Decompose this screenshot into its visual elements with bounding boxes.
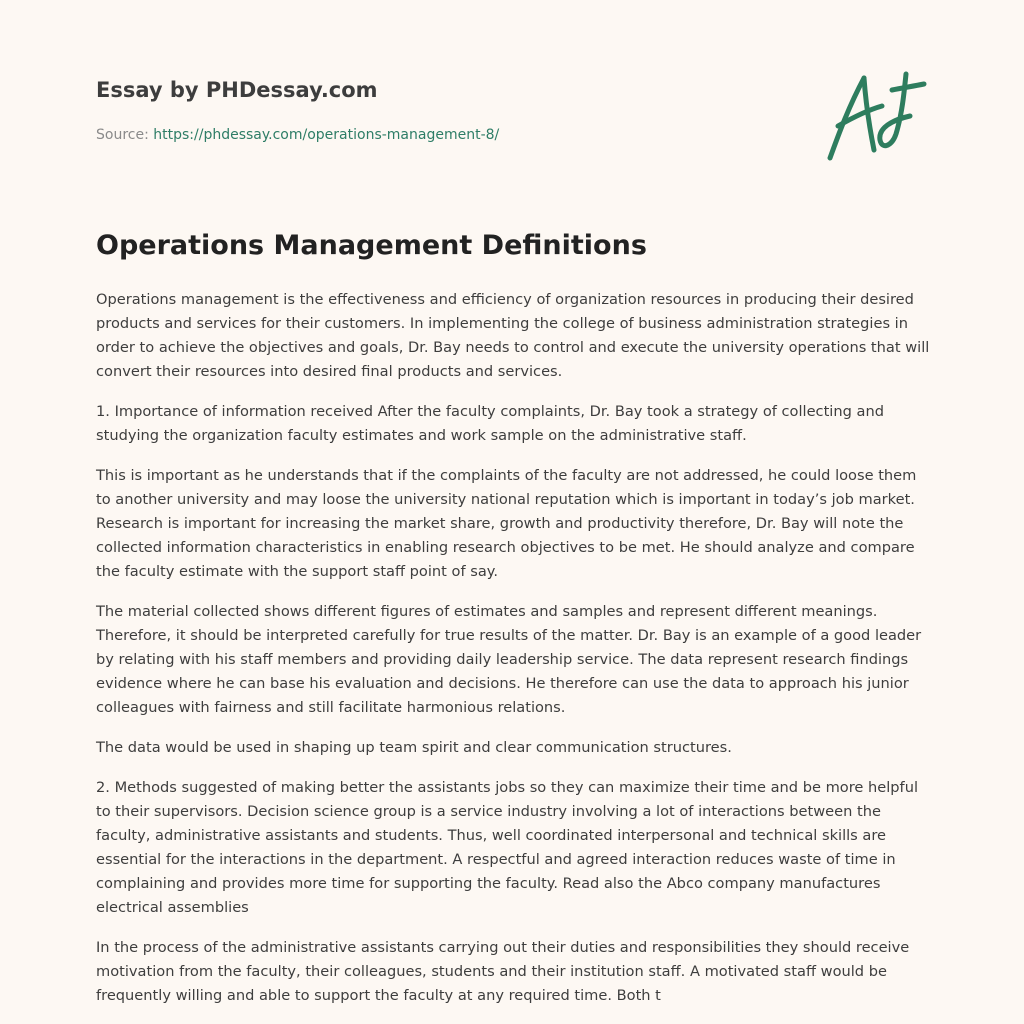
paragraph: Operations management is the effectiveness and efficiency of organization resources in producing their desired products and services for their customers. In implementing the college of business administration strategies in order to achieve the objectives and goals, Dr. Bay needs to control and execute the university operations that will convert their resources into desired final products and services. (96, 291, 930, 380)
paragraph: 2. Methods suggested of making better the assistants jobs so they can maximize their time and be more helpful to their supervisors. Decision science group is a service industry involving a lot of interactions between the faculty, administrative assistants and students. Thus, well coordinated interpersonal and technical skills are essential for the interactions in the department. A respectful and agreed interaction reduces waste of time in complaining and provides more time for supporting the faculty. Read also the Abco company manufactures electrical assemblies (96, 779, 919, 916)
paragraph: This is important as he understands that if the complaints of the faculty are not addressed, he could loose them to another university and may loose the university national reputation which is important in today’s job market. Research is important for increasing the market share, growth and productivity therefore, Dr. Bay will note the collected information characteristics in enabling research objectives to be met. He should analyze and compare the faculty estimate with the support staff point of say. (96, 467, 917, 580)
source-label: Source: (96, 127, 149, 143)
paragraph: 1. Importance of information received After the faculty complaints, Dr. Bay took a strategy of collecting and studying the organization faculty estimates and work sample on the administrative staff. (96, 403, 884, 444)
paragraph: The data would be used in shaping up team spirit and clear communication structures. (96, 739, 732, 756)
source-link[interactable]: https://phdessay.com/operations-management-8/ (153, 127, 500, 143)
essay-title: Operations Management Definitions (96, 230, 647, 261)
a-plus-logo-icon (820, 66, 930, 166)
page-header (96, 76, 796, 145)
paragraph: The material collected shows different figures of estimates and samples and represent different meanings. Therefore, it should be interpreted carefully for true results of the matter. Dr. Bay is an example of a good leader by relating with his staff members and providing daily leadership service. The data represent research findings evidence where he can base his evaluation and decisions. He therefore can use the data to approach his junior colleagues with fairness and still facilitate harmonious relations. (96, 603, 922, 716)
site-title: Essay by PHDessay.com (96, 78, 378, 102)
source-line (96, 125, 796, 145)
essay-content (96, 226, 932, 1024)
paragraph: In the process of the administrative assistants carrying out their duties and responsibilities they should receive motivation from the faculty, their colleagues, students and their institution staff. A motivated staff would be frequently willing and able to support the faculty at any required time. Both t (96, 939, 910, 1004)
